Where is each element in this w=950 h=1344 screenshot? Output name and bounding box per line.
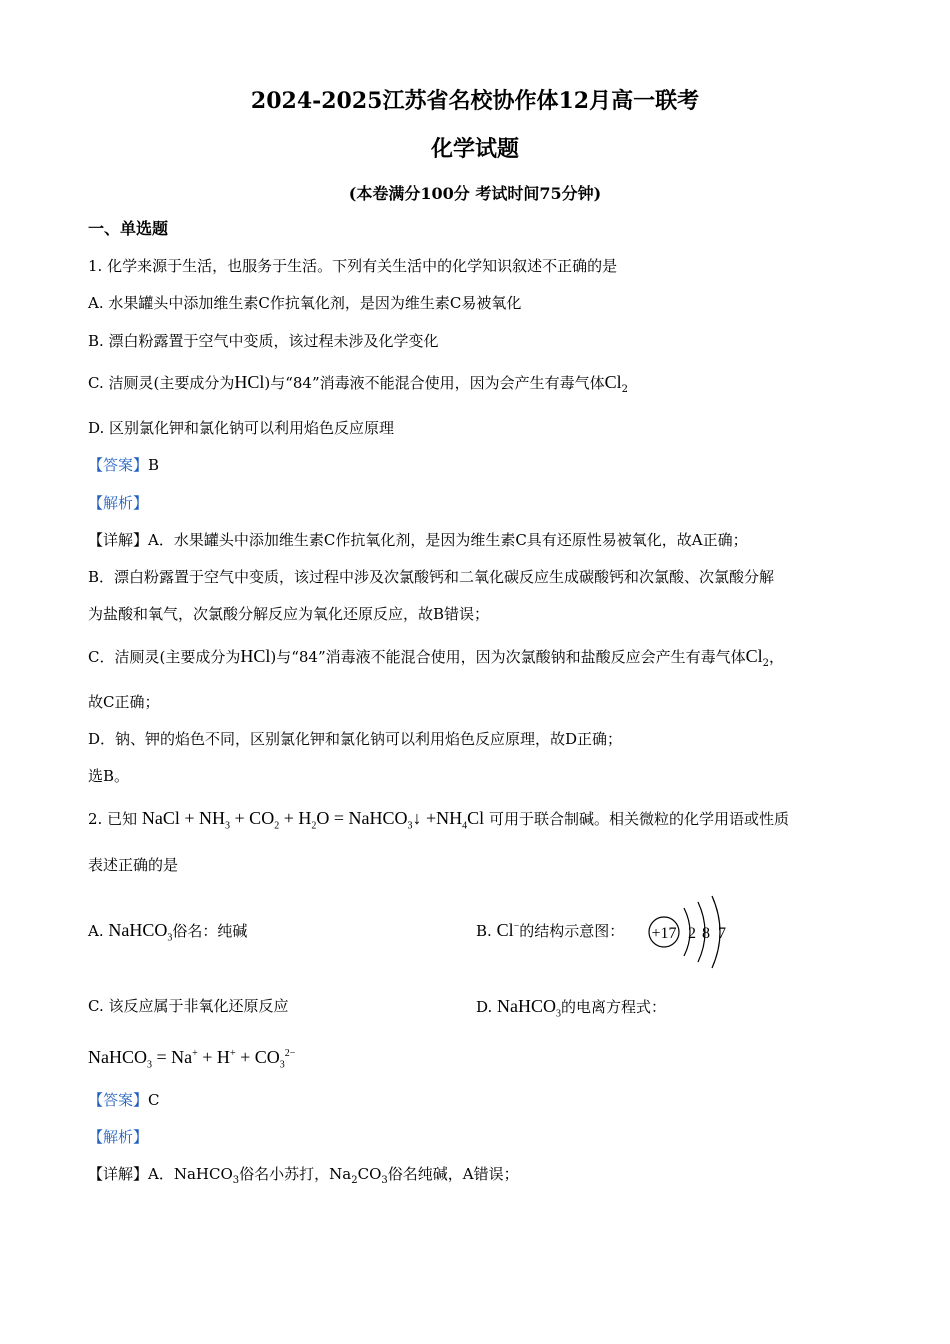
q1-option-a: A. 水果罐头中添加维生素C作抗氧化剂，是因为维生素C易被氧化: [88, 294, 522, 312]
shell-electrons-3: 7: [718, 925, 726, 942]
shell-electrons-2: 8: [702, 925, 710, 942]
nucleus-charge: +17: [651, 925, 677, 942]
shell-electrons-1: 2: [688, 925, 696, 942]
q2-option-d: D. NaHCO$_3$的电离方程式：: [476, 996, 667, 1020]
ionization-equation: NaHCO$_3$ = $Na^+ + H^+ + CO_3^{2-}$: [88, 1047, 296, 1071]
q2-stem-line2: 表述正确的是: [88, 856, 179, 874]
q2-answer: 【答案】C: [88, 1091, 160, 1109]
q1-stem: 1. 化学来源于生活，也服务于生活。下列有关生活中的化学知识叙述不正确的是: [88, 257, 618, 275]
q2-option-c: C. 该反应属于非氧化还原反应: [88, 997, 289, 1015]
q1-select: 选B。: [88, 767, 130, 785]
exam-title: 2024-2025江苏省名校协作体12月高一联考: [250, 88, 700, 114]
q1-option-b: B. 漂白粉露置于空气中变质，该过程未涉及化学变化: [88, 332, 439, 350]
q1-option-d: D. 区别氯化钾和氯化钠可以利用焰色反应原理: [88, 419, 395, 437]
q2-option-a: A. NaHCO$_3$俗名：纯碱: [88, 920, 248, 944]
q1-detail-a: 【详解】A．水果罐头中添加维生素C作抗氧化剂，是因为维生素C具有还原性易被氧化，故A正确；: [88, 531, 748, 549]
q1-answer: 【答案】B: [88, 456, 160, 474]
q1-analysis-label: 【解析】: [88, 494, 149, 512]
q2-stem: 2. 已知 NaCl + $NH_3 + CO_2 + H_2O$ = NaHCO$_3$↓ $+NH_4Cl$ 可用于联合制碱。相关微粒的化学用语或性质: [88, 808, 789, 832]
section-title: 一、单选题: [88, 219, 169, 238]
q1-detail-c: C．洁厕灵(主要成分为HCl)与“84”消毒液不能混合使用，因为次氯酸钠和盐酸反应会产生有毒气体$Cl_2$，: [88, 646, 785, 669]
subject-title: 化学试题: [430, 136, 519, 162]
q2-detail-a: 【详解】A．NaHCO$_3$俗名小苏打，$Na_2CO_3$俗名纯碱，A错误；: [88, 1165, 519, 1186]
q1-detail-b-line2: 为盐酸和氧气，次氯酸分解反应为氧化还原反应，故B错误；: [88, 605, 490, 623]
q1-detail-c-line2: 故C正确；: [88, 693, 160, 711]
q1-option-c: C. 洁厕灵(主要成分为HCl)与“84”消毒液不能混合使用，因为会产生有毒气体$Cl_2$: [88, 372, 629, 395]
q2-analysis-label: 【解析】: [88, 1128, 149, 1146]
exam-info: (本卷满分100分 考试时间75分钟): [348, 184, 602, 203]
q1-detail-d: D．钠、钾的焰色不同，区别氯化钾和氯化钠可以利用焰色反应原理，故D正确；: [88, 730, 623, 748]
q1-detail-b-line1: B．漂白粉露置于空气中变质，该过程中涉及次氯酸钙和二氧化碳反应生成碳酸钙和次氯酸、次氯酸分解: [88, 568, 775, 586]
q2-option-b: B. Cl−的结构示意图：: [476, 920, 625, 940]
reaction-equation: NaCl + $NH_3 + CO_2 + H_2O$ = NaHCO$_3$↓ $+NH_4Cl$: [141, 808, 485, 832]
chloride-ion-structure-diagram: [648, 892, 738, 972]
